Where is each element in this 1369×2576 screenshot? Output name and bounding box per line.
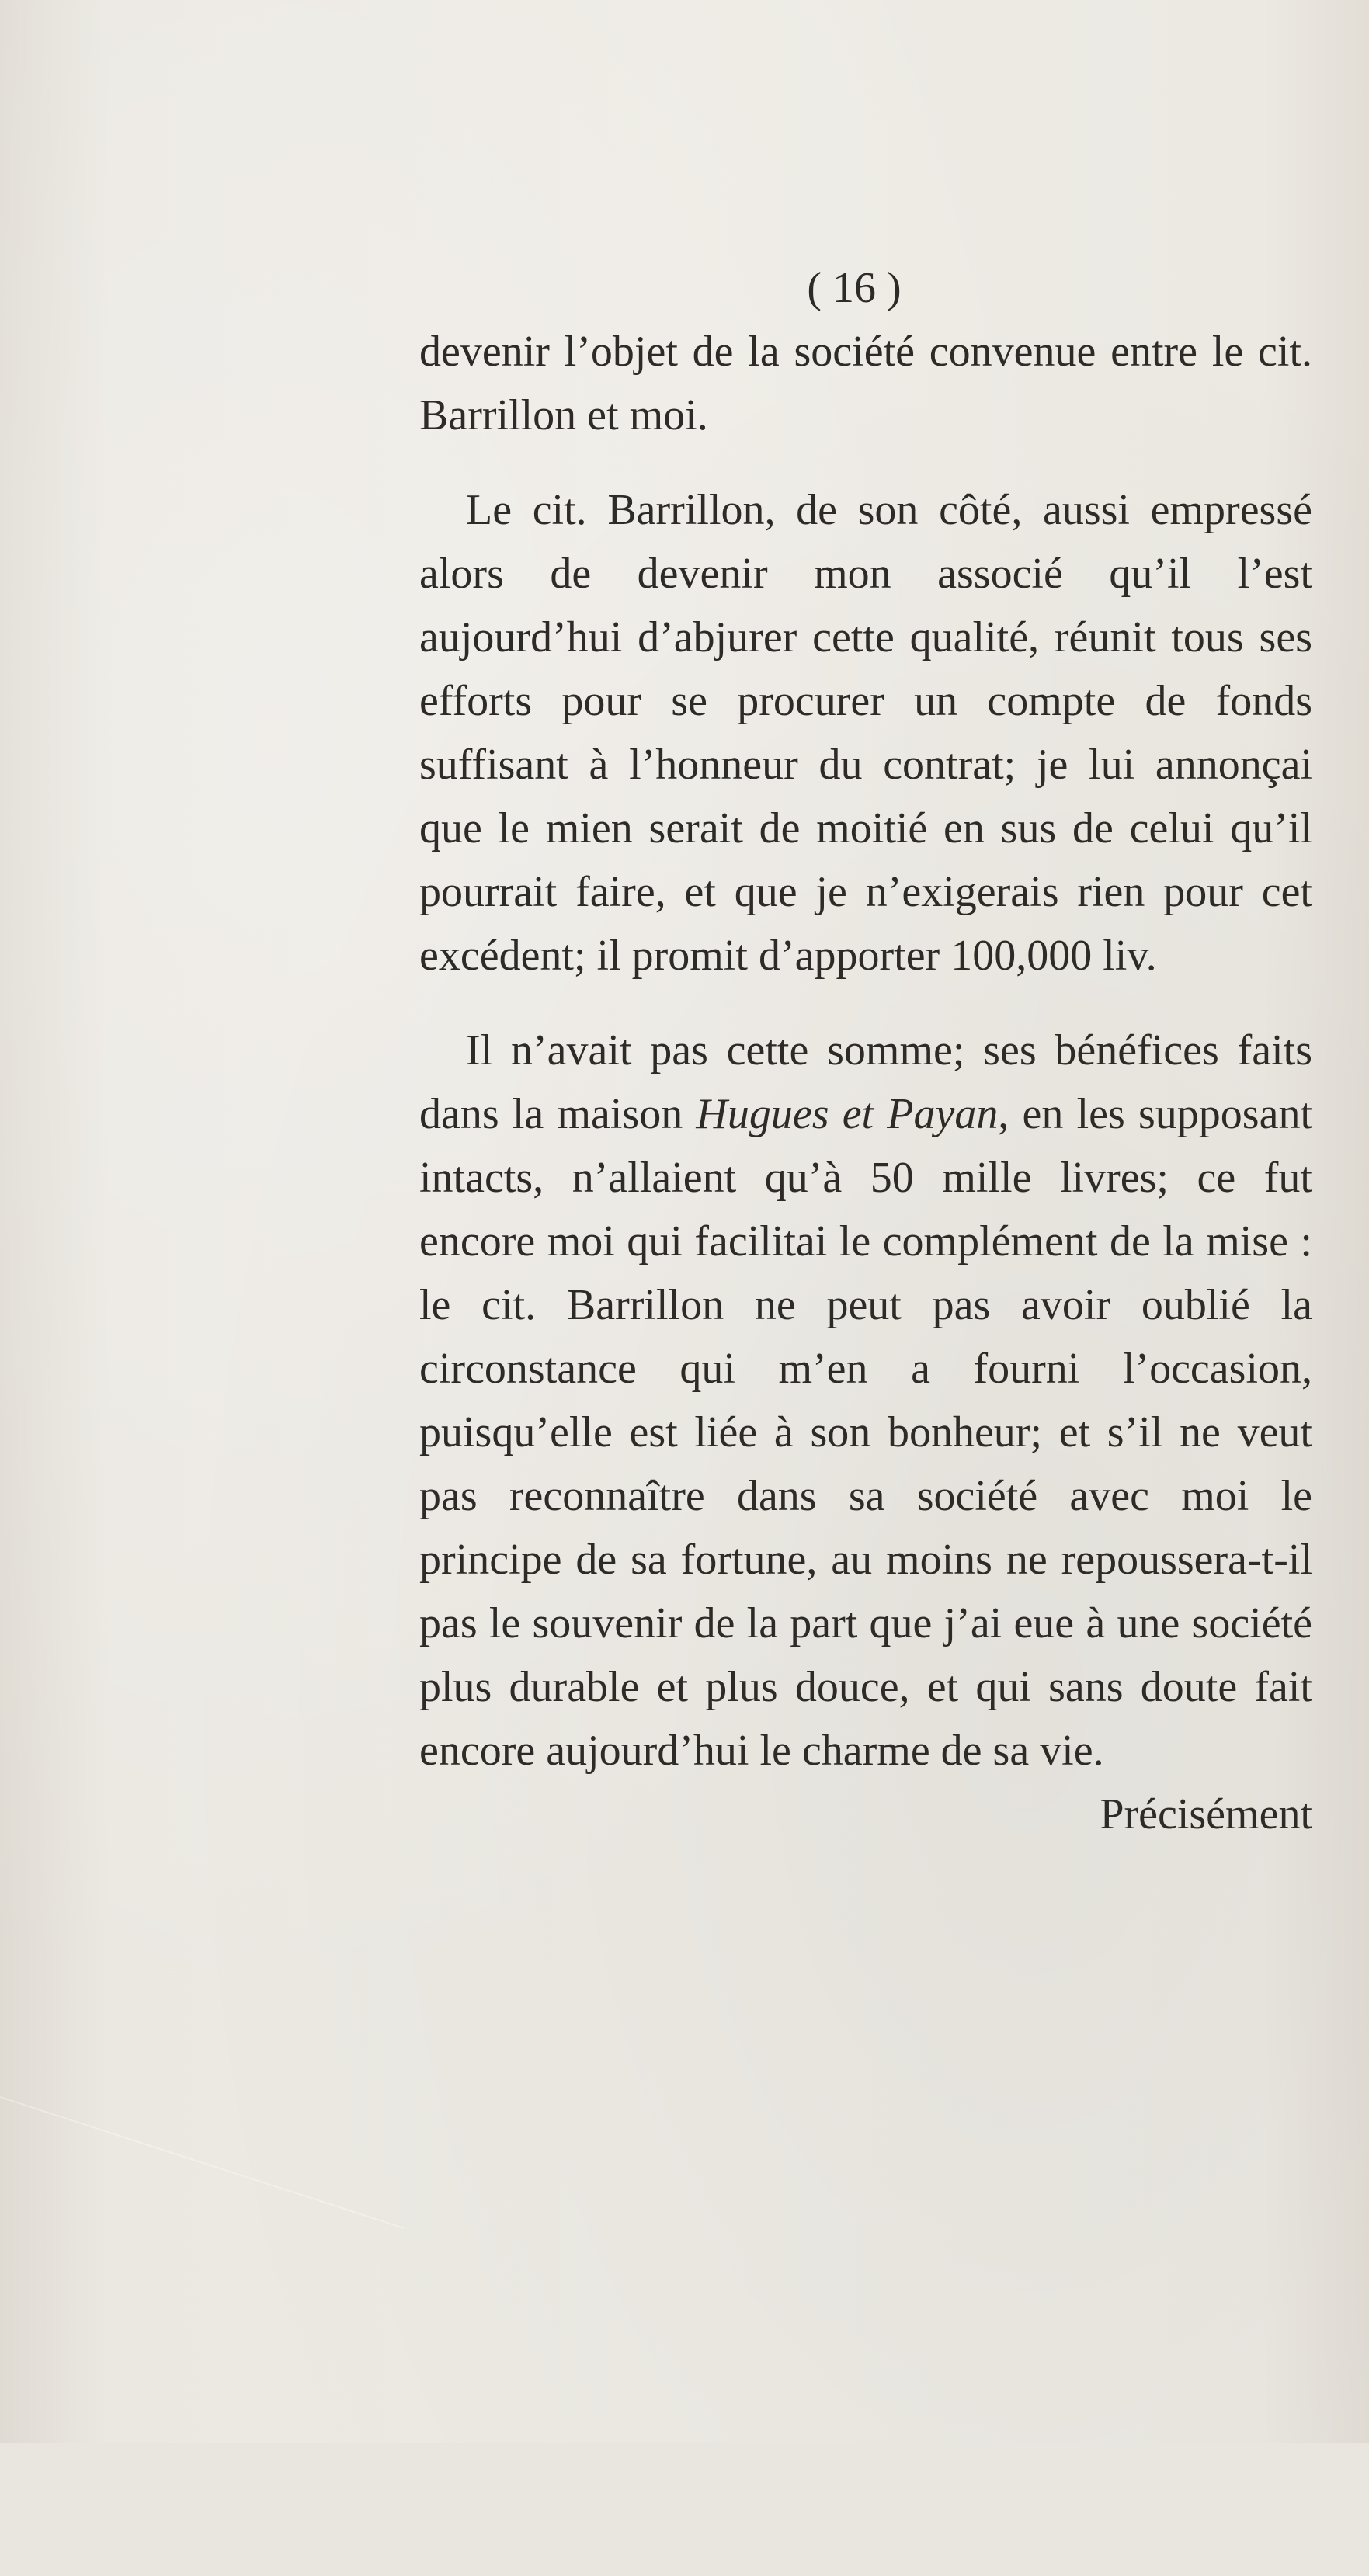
paragraph-3 xyxy=(419,1019,1312,1783)
paragraph-2-text: Le cit. Barrillon, de son côté, aussi empressé alors de devenir mon associé qu’il l’est aujourd’hui d’abjurer cette qualité, réunit tous ses efforts pour se procurer un compte de fonds suffisant à l’honneur du contrat; je lui annonçai que le mien serait de moitié en sus de celui qu’il pourrait faire, et que je n’exigerais rien pour cet excédent; il promit d’apporter 100,000 liv. xyxy=(419,486,1312,980)
paragraph-3-text-b: , en les supposant intacts, n’allaient qu’à 50 mille livres; ce fut encore moi qui facilitai le complément de la mise : le cit. Barrillon ne peut pas avoir oublié la circonstance qui m’en a fourni l’occasion, puisqu’elle est liée à son bonheur; et s’il ne veut pas reconnaître dans sa société avec moi le principe de sa fortune, au moins ne repoussera-t-il pas le souvenir de la part que j’ai eue à une société plus durable et plus douce, et qui sans doute fait encore aujourd’hui le charme de sa vie. xyxy=(419,1090,1312,1775)
page-text-block xyxy=(419,256,1312,1846)
paragraph-2 xyxy=(419,478,1312,988)
paragraph-3-firm-name: Hugues et Payan xyxy=(696,1090,999,1138)
catchword: Précisément xyxy=(1100,1790,1312,1838)
paragraph-1 xyxy=(419,320,1312,447)
paper-crease xyxy=(0,2096,404,2576)
paragraph-3-text-a: Il n’avait pas cette somme; ses bénéfices faits dans la maison xyxy=(419,1026,1312,1138)
paragraph-1-text: devenir l’objet de la société convenue entre le cit. Barrillon et moi. xyxy=(419,328,1312,439)
page-number: ( 16 ) xyxy=(807,264,902,312)
